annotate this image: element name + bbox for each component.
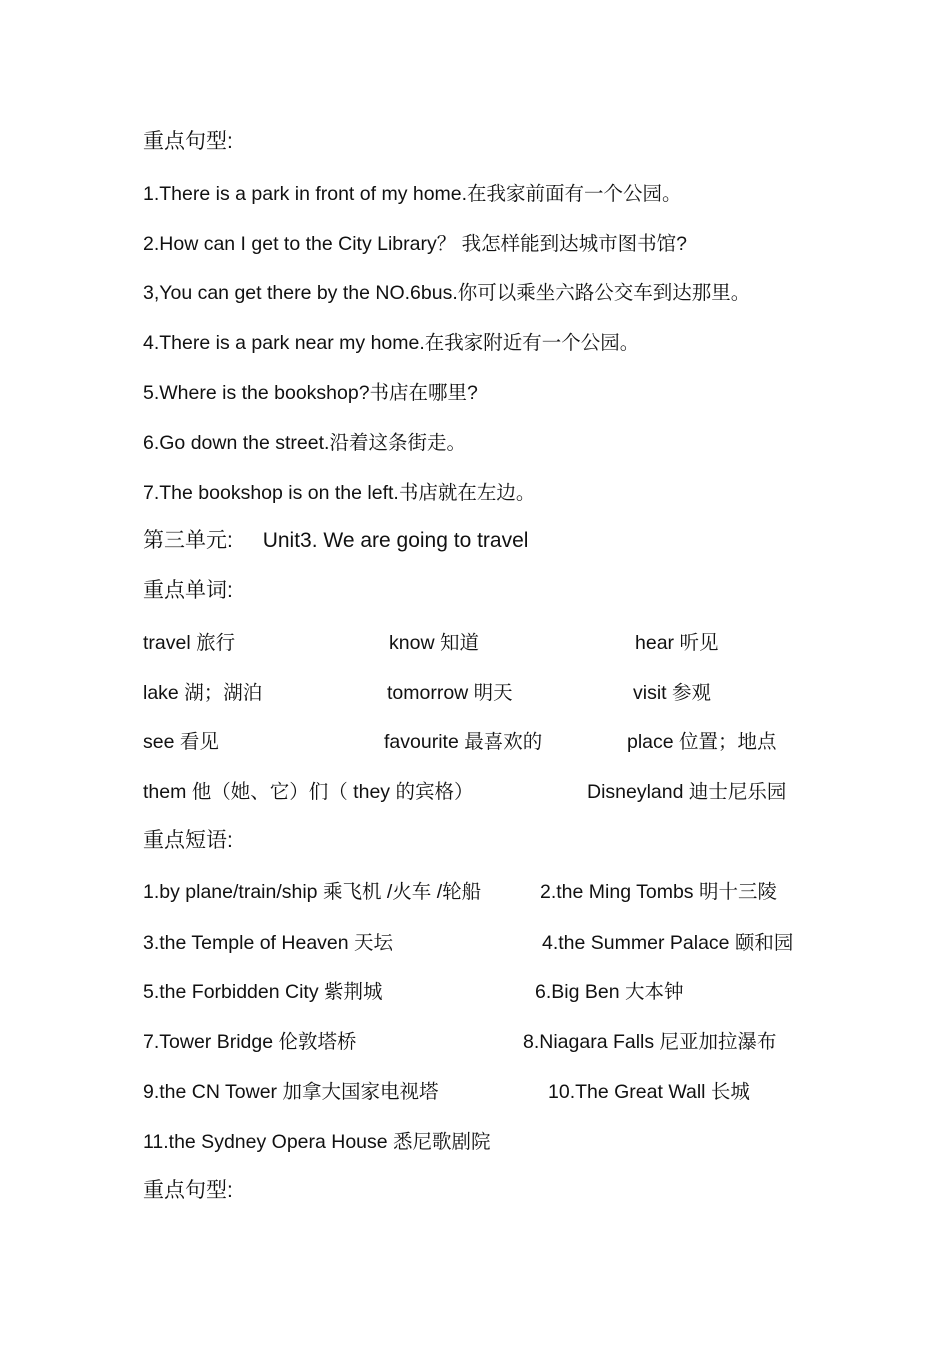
phrase-item: 2.the Ming Tombs 明十三陵 — [540, 881, 777, 903]
sentence-item: 5.Where is the bookshop?书店在哪里? — [143, 382, 478, 404]
word-item: favourite 最喜欢的 — [384, 731, 543, 753]
phrases-heading: 重点短语: — [143, 829, 233, 852]
sentence-item: 3,You can get there by the NO.6bus.你可以乘坐六路公交车到达那里。 — [143, 282, 751, 304]
word-item: lake 湖；湖泊 — [143, 682, 263, 704]
sentences-heading: 重点句型: — [143, 130, 233, 153]
words-heading: 重点单词: — [143, 579, 233, 602]
sentence-item: 7.The bookshop is on the left.书店就在左边。 — [143, 482, 536, 504]
sentences-heading-2: 重点句型: — [143, 1179, 233, 1202]
word-item: them 他（她、它）们（ they 的宾格） — [143, 781, 474, 803]
phrase-item: 3.the Temple of Heaven 天坛 — [143, 932, 394, 954]
word-item: hear 听见 — [635, 632, 719, 654]
sentence-item: 4.There is a park near my home.在我家附近有一个公园。 — [143, 332, 640, 354]
phrase-item: 4.the Summer Palace 颐和园 — [542, 932, 794, 954]
sentence-item: 6.Go down the street.沿着这条街走。 — [143, 432, 466, 454]
word-item: visit 参观 — [633, 682, 712, 704]
word-item: tomorrow 明天 — [387, 682, 513, 704]
phrase-item: 1.by plane/train/ship 乘飞机 /火车 /轮船 — [143, 881, 482, 903]
word-item: see 看见 — [143, 731, 219, 753]
phrase-item: 5.the Forbidden City 紫荆城 — [143, 981, 383, 1003]
phrase-item: 8.Niagara Falls 尼亚加拉瀑布 — [523, 1031, 777, 1053]
phrase-item: 10.The Great Wall 长城 — [548, 1081, 750, 1103]
phrase-item: 9.the CN Tower 加拿大国家电视塔 — [143, 1081, 439, 1103]
word-item: place 位置；地点 — [627, 731, 777, 753]
unit-label: 第三单元: — [143, 529, 233, 552]
unit-title-row — [143, 528, 528, 554]
phrase-item: 7.Tower Bridge 伦敦塔桥 — [143, 1031, 357, 1053]
word-item: know 知道 — [389, 632, 479, 654]
sentence-item: 2.How can I get to the City Library？ 我怎样能到达城市图书馆? — [143, 233, 687, 255]
phrase-item: 11.the Sydney Opera House 悉尼歌剧院 — [143, 1131, 491, 1153]
phrase-item: 6.Big Ben 大本钟 — [535, 981, 684, 1003]
word-item: travel 旅行 — [143, 632, 236, 654]
sentence-item: 1.There is a park in front of my home.在我家前面有一个公园。 — [143, 183, 682, 205]
word-item: Disneyland 迪士尼乐园 — [587, 781, 787, 803]
unit-title: Unit3. We are going to travel — [262, 529, 529, 552]
